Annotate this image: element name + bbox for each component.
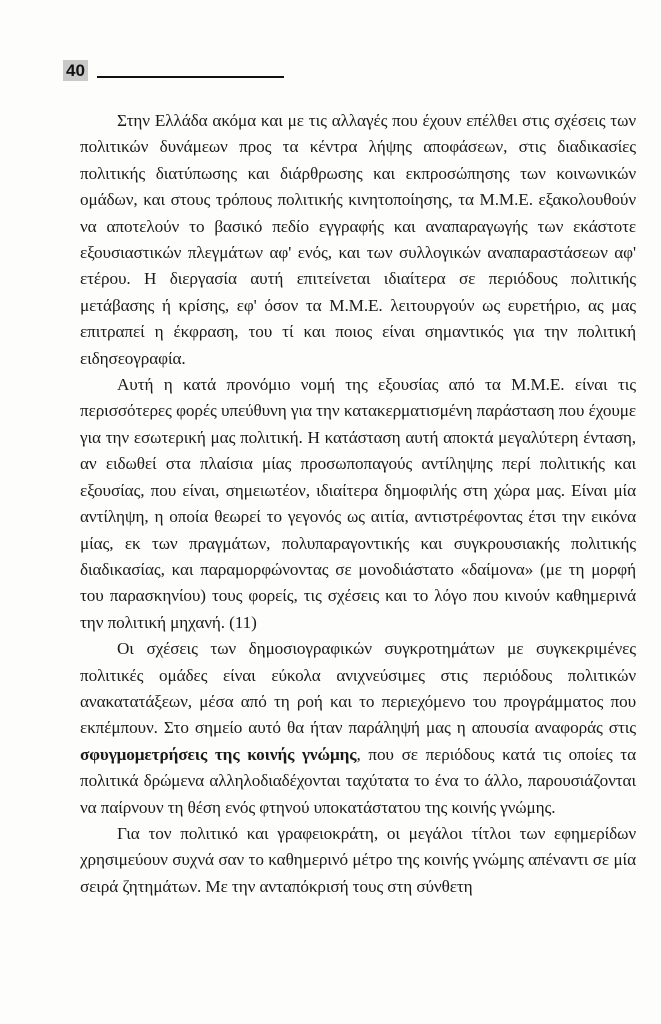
paragraph-2: Αυτή η κατά προνόμιο νομή της εξουσίας από τα Μ.Μ.Ε. είναι τις περισσότερες φορές υπεύθυνη για την κατακερματισμένη παράσταση που έχουμε για την εσωτερική μας πολιτική. Η κατάσταση αυτή αποκτά μεγαλύτερη ένταση, αν ειδωθεί στα πλαίσια μίας προσωποπαγούς αντίληψης περί πολιτικής και εξουσίας, που είναι, σημειωτέον, ιδιαίτερα δημοφιλής στη χώρα μας. Είναι μία αντίληψη, η οποία θεωρεί το γεγονός ως αιτία, αντιστρέφοντας έτσι την εικόνα μίας, εκ των πραγμάτων, πολυπαραγοντικής και συγκρουσιακής πολιτικής διαδικασίας, και παραμορφώνοντας σε μονοδιάστατο «δαίμονα» (με τη μορφή του παρασκηνίου) τους φορείς, τις σχέσεις και το λόγο που κινούν καθημερινά την πολιτική μηχανή. (11) <box>80 375 636 632</box>
paragraph-3 <box>80 636 636 821</box>
page-header <box>63 60 284 81</box>
paragraph-3-text-end: , που σε περιόδους κατά τις οποίες τα πολιτικά δρώμενα αλληλοδιαδέχονται ταχύτατα το ένα το άλλο, παρουσιάζονται να παίρνουν τη θέση ενός φτηνού υποκατάστατου της κοινής γνώμης. <box>80 744 636 817</box>
paragraph-3-text-start: Οι σχέσεις των δημοσιογραφικών συγκροτημάτων με συγκεκριμένες πολιτικές ομάδες είναι εύκολα ανιχνεύσιμες στις περιόδους πολιτικών ανακατατάξεων, μέσα από τη ροή και το περιεχόμενο του προγράμματος που εκπέμπουν. Στο σημείο αυτό θα ήταν παράληψή μας η απουσία αναφοράς στις <box>80 639 636 738</box>
page-number: 40 <box>63 60 88 81</box>
paragraph-4: Για τον πολιτικό και γραφειοκράτη, οι μεγάλοι τίτλοι των εφημερίδων χρησιμεύουν συχνά σαν το καθημερινό μέτρο της κοινής γνώμης απέναντι σε μία σειρά ζητημάτων. Με την ανταπόκρισή τους στη σύνθετη <box>80 823 636 896</box>
emphasized-term: σφυγμομετρήσεις της κοινής γνώμης <box>80 744 357 764</box>
header-rule <box>97 76 284 78</box>
body-text <box>80 108 636 900</box>
paragraph-1: Στην Ελλάδα ακόμα και με τις αλλαγές που έχουν επέλθει στις σχέσεις των πολιτικών δυνάμεων προς τα κέντρα λήψης αποφάσεων, στις διαδικασίες πολιτικής διατύπωσης και διάρθρωσης και εκπροσώπησης των κοινωνικών ομάδων, και στους τρόπους πολιτικής κινητοποίησης, τα Μ.Μ.Ε. εξακολουθούν να αποτελούν το βασικό πεδίο εγγραφής και αναπαραγωγής των εκάστοτε εξουσιαστικών πλεγμάτων αφ' ενός, και των συλλογικών αναπαραστάσεων αφ' ετέρου. Η διεργασία αυτή επιτείνεται ιδιαίτερα σε περιόδους πολιτικής μετάβασης ή κρίσης, εφ' όσον τα Μ.Μ.Ε. λειτουργούν ως ευρετήριο, ας μας επιτραπεί η έκφραση, του τί και ποιος είναι σημαντικός για την πολιτική ειδησεογραφία. <box>80 111 636 368</box>
